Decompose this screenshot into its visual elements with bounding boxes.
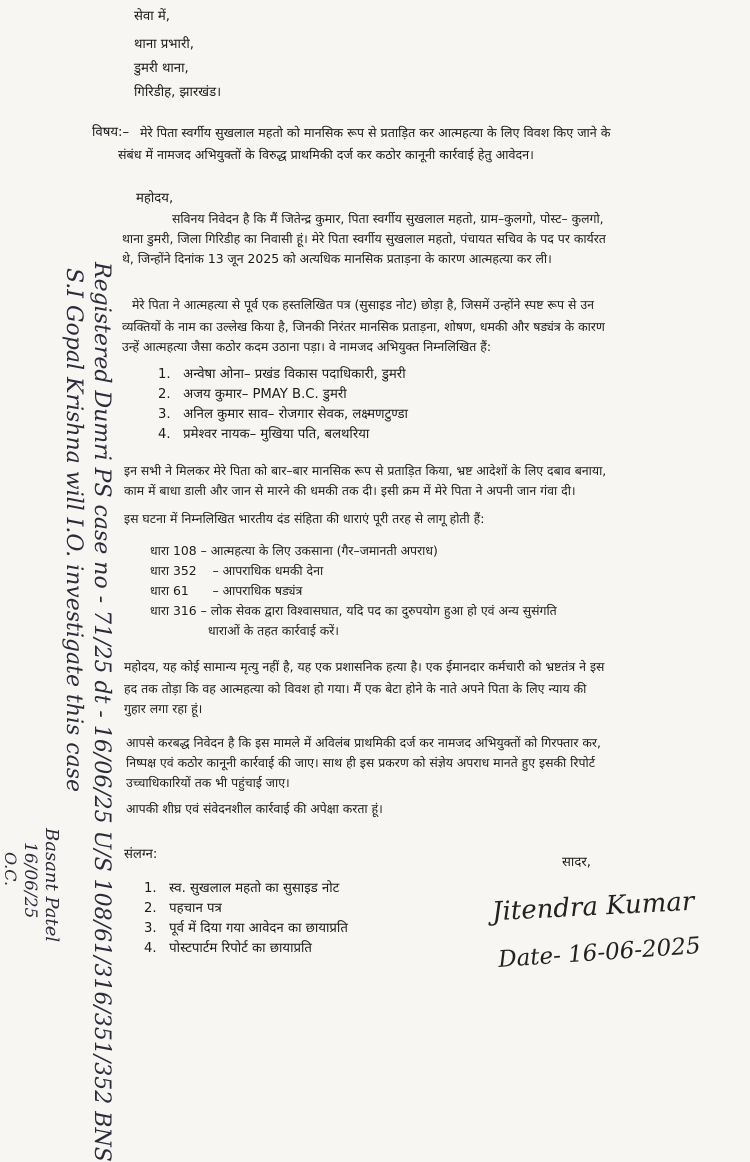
para5-line-1: महोदय, यह कोई सामान्य मृत्यु नहीं है, यह एक प्रशासनिक हत्या है। एक ईमानदार कर्मचारी को भ्रष्टतंत्र ने इस — [124, 659, 605, 674]
para1-line-2: थाना डुमरी, जिला गिरिडीह का निवासी हूं। मेरे पिता स्वर्गीय सुखलाल महतो, पंचायत सचिव के पद पर कार्यरत — [122, 231, 606, 246]
section-name: धारा 316 — [150, 603, 197, 618]
section-name: धारा 61 — [150, 583, 189, 598]
subject-line-2: संबंध में नामजद अभियुक्तों के विरुद्ध प्राथमिकी दर्ज कर कठोर कानूनी कार्रवाई हेतु आवेदन। — [118, 147, 534, 162]
accused-name: अन्वेषा ओना– प्रखंड विकास पदाधिकारी, डुमरी — [183, 367, 406, 382]
address-line-1: सेवा में, — [134, 9, 170, 24]
paragraph-sections-intro: इस घटना में निम्नलिखित भारतीय दंड संहिता की धाराएं पूरी तरह से लागू होती हैं: — [124, 511, 485, 526]
para2-line-1: मेरे पिता ने आत्महत्या से पूर्व एक हस्तलिखित पत्र (सुसाइड नोट) छोड़ा है, जिसमें उन्होंने स्पष्ट रूप से उन — [132, 297, 594, 312]
section-continuation: धाराओं के तहत कार्रवाई करें। — [208, 623, 339, 638]
list-item: 2. पहचान पत्र — [144, 901, 222, 916]
subject-line-1: मेरे पिता स्वर्गीय सुखलाल महतो को मानसिक रूप से प्रताड़ित कर आत्महत्या के लिए विवश किए जाने के — [140, 125, 611, 140]
section-name: धारा 352 — [150, 563, 197, 578]
accused-name: अजय कुमार– PMAY B.C. डुमरी — [183, 387, 347, 402]
section-desc: – आत्महत्या के लिए उकसाना (गैर–जमानती अपराध) — [200, 543, 438, 558]
subject-label: विषय:– — [92, 125, 130, 140]
list-item: 4. पोस्टपार्टम रिपोर्ट का छायाप्रति — [144, 941, 312, 956]
list-item — [150, 542, 438, 560]
enclosure-item: पोस्टपार्टम रिपोर्ट का छायाप्रति — [169, 941, 312, 956]
signature-date: Date- 16-06-2025 — [497, 932, 702, 974]
para1-line-1: सविनय निवेदन है कि मैं जितेन्द्र कुमार, पिता स्वर्गीय सुखलाल महतो, ग्राम–कुलगो, पोस्ट– कुलगो, — [172, 211, 604, 226]
list-item: 1. अन्वेषा ओना– प्रखंड विकास पदाधिकारी, डुमरी — [158, 367, 406, 382]
section-desc: – आपराधिक षड्यंत्र — [212, 583, 303, 598]
para3-line-1: इन सभी ने मिलकर मेरे पिता को बार–बार मानसिक रूप से प्रताड़ित किया, भ्रष्ट आदेशों के लिए दबाव बनाया, — [124, 463, 607, 478]
address-line-3: डुमरी थाना, — [134, 61, 189, 76]
section-name: धारा 108 — [150, 543, 197, 558]
enclosure-item: पहचान पत्र — [169, 901, 222, 916]
handwritten-note-line-4: 16/06/25 — [20, 842, 40, 919]
handwritten-note-line-3: Basant Patel — [41, 828, 62, 943]
handwritten-note-line-5: O.C. — [1, 852, 20, 887]
address-line-4: गिरिडीह, झारखंड। — [134, 85, 222, 100]
signature: Jitendra Kumar — [491, 886, 695, 928]
closing: सादर, — [562, 855, 591, 870]
handwritten-note-line-2: S.I Gopal Krishna will I.O. investigate this case — [61, 268, 86, 793]
list-item — [150, 602, 557, 620]
para2-line-3: उन्हें आत्महत्या जैसा कठोर कदम उठाना पड़ा। वे नामजद अभियुक्त निम्नलिखित हैं: — [122, 339, 491, 354]
para5-line-3: गुहार लगा रहा हूं। — [124, 701, 203, 716]
list-item — [150, 562, 323, 580]
enclosure-item: पूर्व में दिया गया आवेदन का छायाप्रति — [169, 921, 348, 936]
accused-name: अनिल कुमार साव– रोजगार सेवक, लक्ष्मणटुण्डा — [183, 407, 408, 422]
list-item: 3. पूर्व में दिया गया आवेदन का छायाप्रति — [144, 921, 348, 936]
para6-line-2: निष्पक्ष एवं कठोर कानूनी कार्रवाई की जाए। साथ ही इस प्रकरण को संज्ञेय अपराध मानते हुए इसकी रिपोर्ट — [126, 755, 595, 770]
list-item: 2. अजय कुमार– PMAY B.C. डुमरी — [158, 387, 347, 402]
list-item: 3. अनिल कुमार साव– रोजगार सेवक, लक्ष्मणटुण्डा — [158, 407, 408, 422]
accused-name: प्रमेश्वर नायक– मुखिया पति, बलथरिया — [183, 427, 370, 442]
enclosure-label: संलग्न: — [124, 847, 158, 862]
enclosure-item: स्व. सुखलाल महतो का सुसाइड नोट — [169, 881, 340, 896]
list-item: 1. स्व. सुखलाल महतो का सुसाइड नोट — [144, 881, 340, 896]
address-line-2: थाना प्रभारी, — [134, 37, 194, 52]
section-desc: – आपराधिक धमकी देना — [212, 563, 324, 578]
para2-line-2: व्यक्तियों के नाम का उल्लेख किया है, जिनकी निरंतर मानसिक प्रताड़ना, शोषण, धमकी और षड्यंत्र के कारण — [122, 319, 605, 334]
para5-line-2: हद तक तोड़ा कि वह आत्महत्या को विवश हो गया। मैं एक बेटा होने के नाते अपने पिता के लिए न्याय की — [124, 681, 587, 696]
section-desc: – लोक सेवक द्वारा विश्वासघात, यदि पद का दुरुपयोग हुआ हो एवं अन्य सुसंगति — [200, 603, 557, 618]
para6-line-3: उच्चाधिकारियों तक भी पहुंचाई जाए। — [126, 775, 290, 790]
para1-line-3: थे, जिन्होंने दिनांक 13 जून 2025 को अत्यधिक मानसिक प्रताड़ना के कारण आत्महत्या कर ली। — [122, 251, 552, 266]
para3-line-2: काम में बाधा डाली और जान से मारने की धमकी तक दी। इसी क्रम में मेरे पिता ने अपनी जान गंवा दी। — [124, 483, 576, 498]
para6-line-1: आपसे करबद्ध निवेदन है कि इस मामले में अविलंब प्राथमिकी दर्ज कर नामजद अभियुक्तों को गिरफ्तार कर, — [126, 735, 601, 750]
paragraph-expectation: आपकी शीघ्र एवं संवेदनशील कार्रवाई की अपेक्षा करता हूं। — [126, 801, 383, 816]
list-item: 4. प्रमेश्वर नायक– मुखिया पति, बलथरिया — [158, 427, 370, 442]
handwritten-note-line-1: Registered Dumri PS case no - 71/25 dt - 16/06/25 U/S 108/61/316/351/352 BNS — [89, 262, 114, 1162]
list-item — [150, 582, 302, 600]
salutation: महोदय, — [136, 191, 174, 206]
